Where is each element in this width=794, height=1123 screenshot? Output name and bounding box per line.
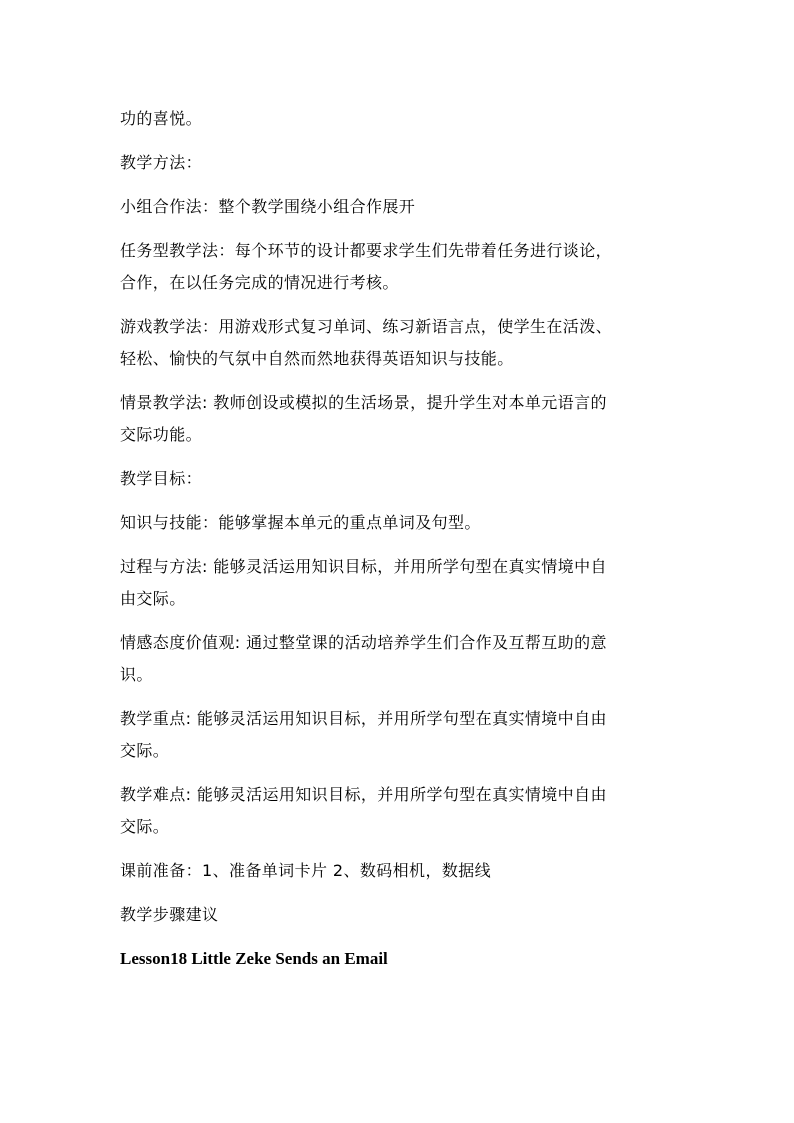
lesson-title: Lesson18 Little Zeke Sends an Email <box>120 949 388 968</box>
paragraph-continuation: 功的喜悦。 <box>120 109 203 128</box>
heading-teaching-objectives: 教学目标： <box>120 469 203 488</box>
objective-knowledge-skills: 知识与技能：能够掌握本单元的重点单词及句型。 <box>120 513 481 532</box>
objective-process-methods-line-2: 由交际。 <box>120 589 186 608</box>
method-task-based-line-1: 任务型教学法：每个环节的设计都要求学生们先带着任务进行谈论， <box>120 241 613 260</box>
heading-teaching-methods: 教学方法： <box>120 153 203 172</box>
method-situational-line-1: 情景教学法: 教师创设或模拟的生活场景，提升学生对本单元语言的 <box>120 393 607 412</box>
method-situational-line-2: 交际功能。 <box>120 425 203 444</box>
difficult-points-line-1: 教学难点: 能够灵活运用知识目标，并用所学句型在真实情境中自由 <box>120 785 607 804</box>
method-group-cooperation: 小组合作法：整个教学围绕小组合作展开 <box>120 197 416 216</box>
heading-teaching-steps: 教学步骤建议 <box>120 905 219 924</box>
key-points-line-1: 教学重点: 能够灵活运用知识目标，并用所学句型在真实情境中自由 <box>120 709 607 728</box>
method-game-line-1: 游戏教学法：用游戏形式复习单词、练习新语言点，使学生在活泼、 <box>120 317 613 336</box>
key-points-line-2: 交际。 <box>120 741 170 760</box>
difficult-points-line-2: 交际。 <box>120 817 170 836</box>
method-task-based-line-2: 合作，在以任务完成的情况进行考核。 <box>120 273 399 292</box>
objective-process-methods-line-1: 过程与方法: 能够灵活运用知识目标，并用所学句型在真实情境中自 <box>120 557 607 576</box>
objective-emotion-values-line-2: 识。 <box>120 665 153 684</box>
class-preparation: 课前准备：1、准备单词卡片 2、数码相机，数据线 <box>120 861 492 880</box>
method-game-line-2: 轻松、愉快的气氛中自然而然地获得英语知识与技能。 <box>120 349 514 368</box>
objective-emotion-values-line-1: 情感态度价值观: 通过整堂课的活动培养学生们合作及互帮互助的意 <box>120 633 607 652</box>
document-body <box>120 103 680 975</box>
